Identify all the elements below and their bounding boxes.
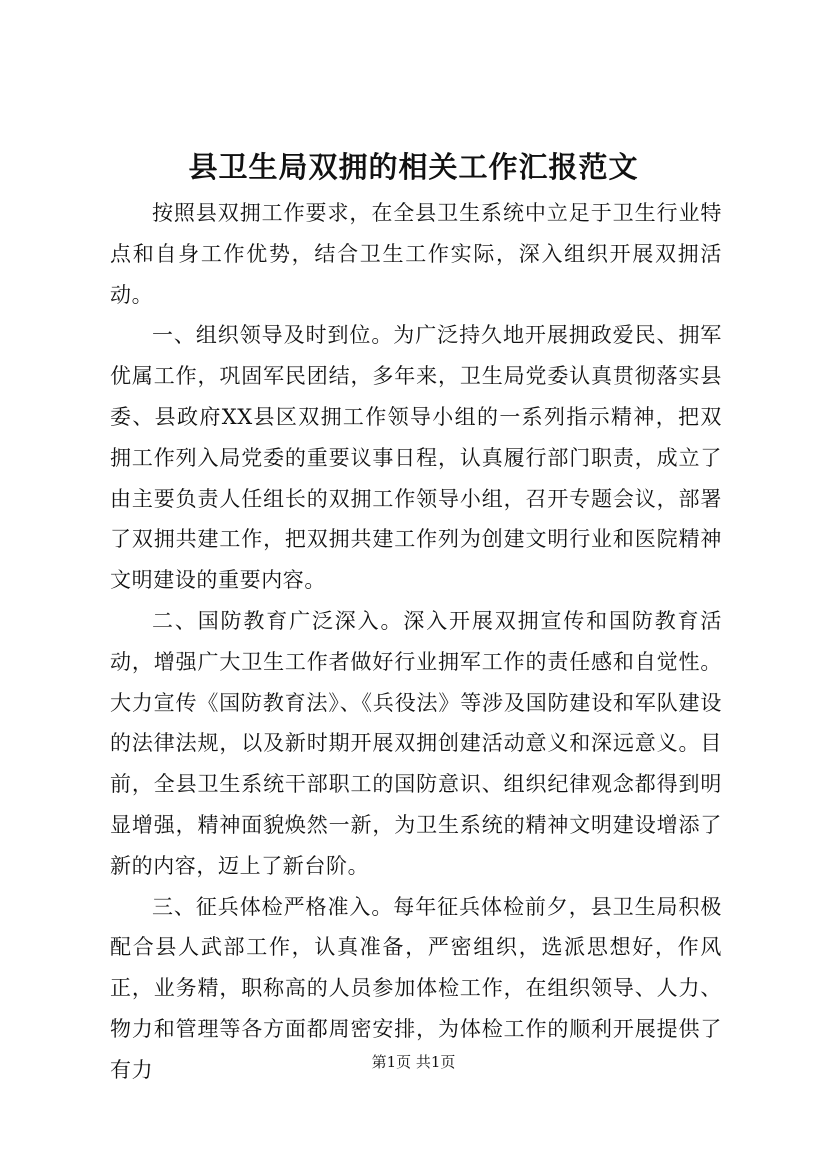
page-footer: 第1页 共1页 (371, 1053, 456, 1071)
document-title: 县卫生局双拥的相关工作汇报范文 (188, 150, 639, 184)
paragraph-section-1: 一、组织领导及时到位。为广泛持久地开展拥政爱民、拥军优属工作，巩固军民团结，多年来，卫生局党委认真贯彻落实县委、县政府XX县区双拥工作领导小组的一系列指示精神，把双拥工作列入局党委的重要议事日程，认真履行部门职责，成立了由主要负责人任组长的双拥工作领导小组，召开专题会议，部署了双拥共建工作，把双拥共建工作列为创建文明行业和医院精神文明建设的重要内容。 (110, 323, 722, 593)
paragraph-intro: 按照县双拥工作要求，在全县卫生系统中立足于卫生行业特点和自身工作优势，结合卫生工作实际，深入组织开展双拥活动。 (110, 201, 722, 307)
paragraph-section-3: 三、征兵体检严格准入。每年征兵体检前夕，县卫生局积极配合县人武部工作，认真准备，严密组织，选派思想好，作风正，业务精，职称高的人员参加体检工作，在组织领导、人力、物力和管理等各方面都周密安排，为体检工作的顺利开展提供了有力 (110, 894, 722, 1082)
paragraph-section-2: 二、国防教育广泛深入。深入开展双拥宣传和国防教育活动，增强广大卫生工作者做好行业拥军工作的责任感和自觉性。大力宣传《国防教育法》、《兵役法》等涉及国防建设和军队建设的法律法规，以及新时期开展双拥创建活动意义和深远意义。目前，全县卫生系统干部职工的国防意识、组织纪律观念都得到明显增强，精神面貌焕然一新，为卫生系统的精神文明建设增添了新的内容，迈上了新台阶。 (110, 608, 722, 878)
document-body (110, 193, 722, 1091)
